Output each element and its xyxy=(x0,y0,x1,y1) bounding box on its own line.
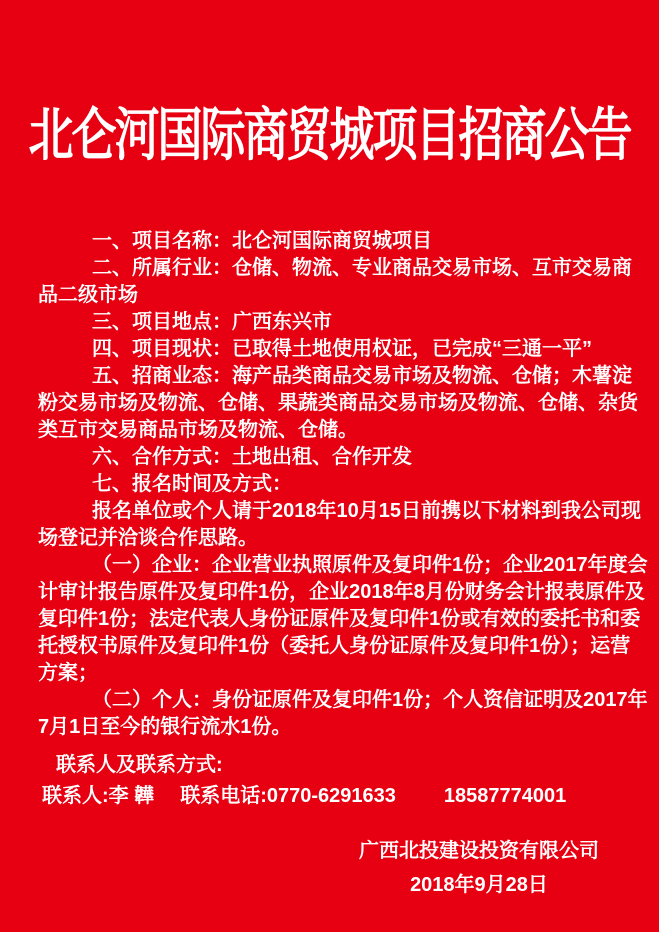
body-line: 场登记并洽谈合作思路。 xyxy=(38,527,258,549)
body-line: （一）企业：企业营业执照原件及复印件1份；企业2017年度会 xyxy=(92,554,648,576)
body-line: 方案； xyxy=(38,662,98,684)
signoff-date: 2018年9月28日 xyxy=(410,874,548,896)
contact-block xyxy=(42,750,566,812)
body-line: 二、所属行业：仓储、物流、专业商品交易市场、互市交易商 xyxy=(92,257,632,279)
body-line: 粉交易市场及物流、仓储、果蔬类商品交易市场及物流、仓储、杂货 xyxy=(38,392,638,414)
body-line: 一、项目名称：北仑河国际商贸城项目 xyxy=(92,230,432,252)
signoff-company: 广西北投建设投资有限公司 xyxy=(359,840,599,862)
body-line: 类互市交易商品市场及物流、仓储。 xyxy=(38,419,358,441)
contact-phone-alt: 18587774001 xyxy=(443,785,567,807)
body-line: （二）个人：身份证原件及复印件1份；个人资信证明及2017年 xyxy=(92,689,648,711)
signoff-block xyxy=(359,834,599,902)
body-line: 复印件1份；法定代表人身份证原件及复印件1份或有效的委托书和委 xyxy=(38,608,641,630)
body-line: 品二级市场 xyxy=(38,284,138,306)
contact-name-label: 联系人: xyxy=(42,785,109,807)
body-line: 计审计报告原件及复印件1份，企业2018年8月份财务会计报表原件及 xyxy=(38,581,645,603)
contact-phone: 0770-6291633 xyxy=(266,785,396,807)
body-text xyxy=(38,228,648,741)
body-line: 五、招商业态：海产品类商品交易市场及物流、仓储；木薯淀 xyxy=(92,365,632,387)
contact-phone-label: 联系电话: xyxy=(180,785,267,807)
contact-name: 李 韡 xyxy=(108,785,155,807)
body-line: 六、合作方式：土地出租、合作开发 xyxy=(92,446,412,468)
page-title: 北仑河国际商贸城项目招商公告 xyxy=(28,100,631,169)
body-line: 四、项目现状：已取得土地使用权证，已完成“三通一平” xyxy=(92,338,592,360)
body-line: 三、项目地点：广西东兴市 xyxy=(92,311,332,333)
contact-line xyxy=(42,781,566,812)
body-line: 7月1日至今的银行流水1份。 xyxy=(38,716,292,738)
body-line: 托授权书原件及复印件1份（委托人身份证原件及复印件1份）；运营 xyxy=(38,635,631,657)
body-line: 七、报名时间及方式： xyxy=(92,473,292,495)
contact-heading: 联系人及联系方式: xyxy=(56,754,223,776)
body-line: 报名单位或个人请于2018年10月15日前携以下材料到我公司现 xyxy=(92,500,641,522)
